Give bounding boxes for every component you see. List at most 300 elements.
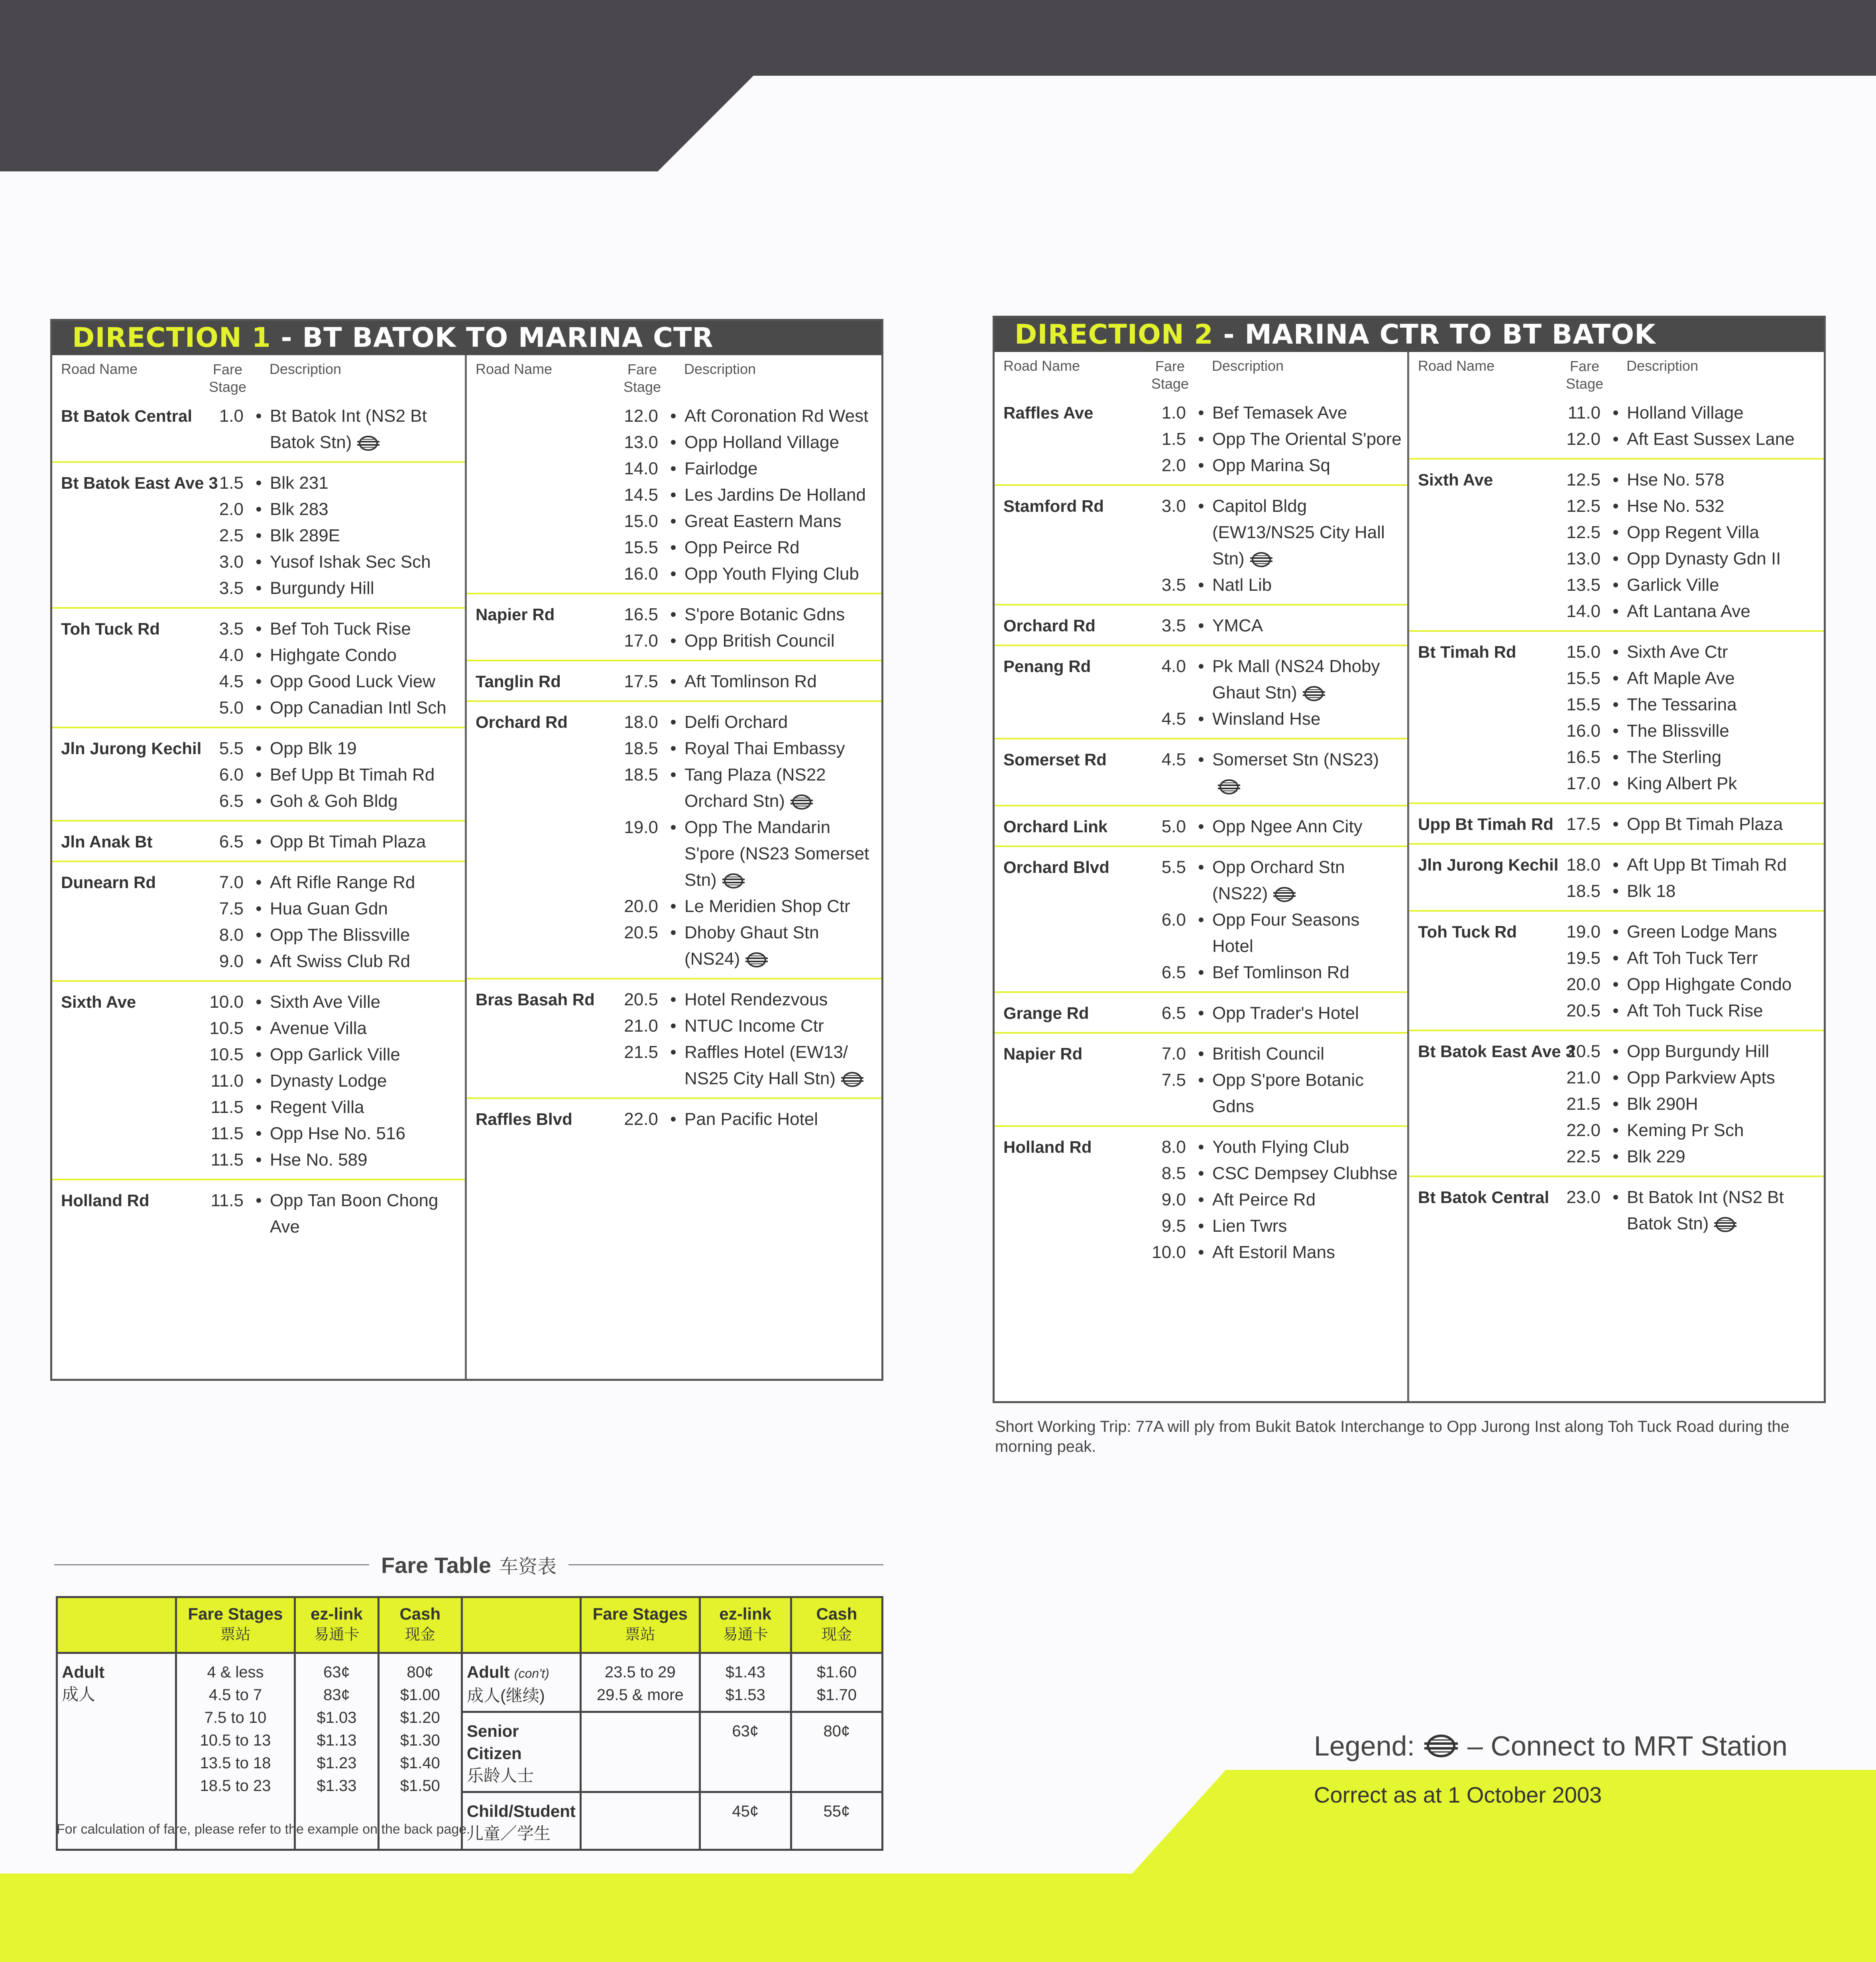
road-name: Napier Rd — [476, 605, 555, 624]
stop-description — [684, 403, 881, 429]
stop-name: Le Meridien Shop Ctr — [684, 896, 850, 916]
stop-name: Opp Good Luck View — [270, 672, 435, 691]
mrt-station-icon — [1249, 551, 1274, 568]
stop-row — [1565, 811, 1824, 837]
fare-stage: 21.5 — [1566, 1094, 1601, 1114]
road-name: Jln Jurong Kechil — [1418, 855, 1559, 874]
stop-row — [208, 496, 465, 523]
stop-list — [1565, 852, 1824, 904]
fare-stage: 3.5 — [1161, 575, 1186, 595]
fare-row-senior-label: Senior Citizen 乐龄人士 — [462, 1712, 580, 1792]
fare-stage: 6.5 — [219, 832, 244, 851]
stop-row — [1565, 426, 1824, 452]
bullet-icon: • — [1198, 750, 1204, 769]
stop-description — [270, 869, 465, 896]
fare-stage: 17.5 — [1566, 814, 1601, 834]
bullet-icon: • — [256, 1045, 262, 1064]
fare-table-title-en: Fare Table — [381, 1552, 491, 1578]
fare-stage: 18.5 — [624, 765, 658, 784]
stop-list — [1565, 1184, 1824, 1237]
stop-name: Opp The Oriental S'pore — [1212, 429, 1402, 449]
stop-name: Opp Bt Timah Plaza — [270, 832, 426, 851]
stop-description — [1627, 1144, 1824, 1170]
fare-stage: 1.5 — [219, 473, 244, 493]
header-description: Description — [684, 361, 756, 377]
bullet-icon: • — [256, 473, 262, 493]
stop-list — [1565, 639, 1824, 797]
stop-description — [684, 1106, 881, 1132]
fare-stage: 10.0 — [209, 992, 244, 1012]
stop-name: Hse No. 532 — [1627, 496, 1725, 516]
bullet-icon: • — [670, 990, 676, 1009]
bullet-icon: • — [1198, 1242, 1204, 1262]
stop-row — [208, 1068, 465, 1094]
fare-stage: 13.0 — [624, 433, 658, 452]
stop-name: Opp Bt Timah Plaza — [1627, 814, 1783, 834]
stop-row — [1150, 613, 1407, 639]
fare-stage: 5.5 — [219, 739, 244, 758]
stop-name: Blk 290H — [1627, 1094, 1698, 1114]
stop-row — [1150, 854, 1407, 907]
fare-stage: 20.5 — [624, 923, 658, 942]
stop-row — [1150, 959, 1407, 986]
stop-name: Sixth Ave Ville — [270, 992, 381, 1012]
stop-row — [1150, 706, 1407, 732]
stop-description — [1627, 1184, 1824, 1237]
stop-row — [622, 814, 881, 893]
stop-description — [1212, 959, 1407, 986]
bullet-icon: • — [256, 578, 262, 598]
stop-name: Blk 231 — [270, 473, 328, 493]
stop-row — [622, 762, 881, 814]
road-name: Toh Tuck Rd — [61, 619, 160, 638]
bullet-icon: • — [1198, 1190, 1204, 1209]
stop-row — [1565, 1091, 1824, 1117]
stop-row — [1565, 971, 1824, 998]
stop-name: S'pore Botanic Gdns — [684, 605, 845, 624]
fare-stage: 15.0 — [624, 511, 658, 531]
fare-stage: 22.5 — [1566, 1147, 1601, 1166]
stop-name: Opp Holland Village — [684, 433, 840, 452]
stop-row — [1565, 519, 1824, 546]
direction-1-right-column — [467, 355, 881, 1379]
bullet-icon: • — [1612, 721, 1619, 741]
direction-2-header — [995, 318, 1824, 352]
bullet-icon: • — [670, 1016, 676, 1036]
road-block — [995, 400, 1407, 484]
fare-stage: 21.0 — [1566, 1068, 1601, 1087]
stop-description — [1627, 598, 1824, 625]
stop-description — [1627, 744, 1824, 771]
road-block — [1409, 400, 1824, 458]
stop-list — [622, 668, 881, 695]
fare-stage: 7.5 — [1161, 1070, 1186, 1090]
bullet-icon: • — [1612, 523, 1619, 542]
bullet-icon: • — [256, 832, 262, 851]
fare-adult-cont-stages: 23.5 to 29 29.5 & more — [580, 1653, 700, 1712]
stop-name: Raffles Hotel (EW13/ NS25 City Hall Stn) — [684, 1042, 848, 1088]
stop-description — [1627, 998, 1824, 1024]
stop-description — [270, 1068, 465, 1094]
mrt-station-icon — [789, 793, 814, 811]
road-block — [467, 593, 881, 660]
fare-stage: 17.5 — [624, 672, 658, 691]
road-name: Bt Batok East Ave 3 — [61, 474, 218, 492]
stop-description — [1627, 493, 1824, 519]
fare-stage: 12.5 — [1566, 496, 1601, 516]
road-name: Raffles Blvd — [476, 1110, 572, 1128]
header-fare-stage: Fare Stage — [1565, 358, 1604, 392]
bullet-icon: • — [1612, 602, 1619, 621]
bullet-icon: • — [670, 765, 676, 784]
stop-description — [1627, 1065, 1824, 1091]
stop-name: Aft Rifle Range Rd — [270, 873, 415, 892]
stop-name: Royal Thai Embassy — [684, 739, 845, 758]
stop-row — [1565, 919, 1824, 945]
stop-row — [208, 896, 465, 922]
stop-name: Aft Maple Ave — [1627, 668, 1735, 688]
fare-stage: 14.5 — [624, 485, 658, 505]
header-fare-stage: Fare Stage — [1151, 358, 1189, 392]
bullet-icon: • — [1612, 881, 1619, 901]
fare-stage: 1.5 — [1161, 429, 1186, 449]
stop-row — [1150, 400, 1407, 426]
road-name: Somerset Rd — [1003, 750, 1107, 769]
road-name — [1409, 400, 1565, 452]
stop-description — [270, 403, 465, 456]
fare-stage: 8.0 — [219, 925, 244, 945]
stop-name: NTUC Income Ctr — [684, 1016, 824, 1036]
bullet-icon: • — [1612, 642, 1619, 662]
fare-senior-stages — [580, 1712, 700, 1792]
bullet-icon: • — [670, 1042, 676, 1062]
bullet-icon: • — [256, 645, 262, 665]
fare-stage: 15.5 — [624, 538, 658, 557]
bullet-icon: • — [256, 672, 262, 691]
fare-header-ezlink: ez-link 易通卡 — [295, 1597, 378, 1653]
header-description: Description — [269, 361, 342, 377]
stop-description — [684, 709, 881, 735]
bullet-icon: • — [256, 873, 262, 892]
fare-stage: 9.0 — [1161, 1190, 1186, 1209]
bullet-icon: • — [1198, 709, 1204, 729]
header-fare-stage: Fare Stage — [623, 361, 661, 395]
fare-stage: 23.0 — [1566, 1187, 1601, 1207]
fare-stage: 11.0 — [1567, 403, 1601, 423]
fare-stage: 12.0 — [1566, 429, 1601, 449]
road-name: Bt Timah Rd — [1418, 643, 1516, 661]
stop-name: Capitol Bldg (EW13/NS25 City Hall Stn) — [1212, 496, 1385, 568]
fare-stage: 18.5 — [1566, 881, 1601, 901]
bullet-icon: • — [256, 499, 262, 519]
bullet-icon: • — [256, 1097, 262, 1117]
stop-description — [684, 508, 881, 535]
stop-description — [1627, 692, 1824, 718]
stop-row — [208, 1094, 465, 1121]
stop-name: Opp Marina Sq — [1212, 456, 1330, 475]
stop-name: Opp Four Seasons Hotel — [1212, 910, 1360, 956]
stop-description — [684, 602, 881, 628]
header-description: Description — [1626, 358, 1699, 374]
road-name: Bt Batok Central — [61, 407, 193, 425]
stop-description — [1212, 814, 1407, 840]
stop-name: Opp Canadian Intl Sch — [270, 698, 446, 718]
stop-description — [684, 429, 881, 456]
fare-stage: 3.0 — [219, 552, 244, 572]
road-block — [467, 1097, 881, 1138]
stop-name: Pk Mall (NS24 Dhoby Ghaut Stn) — [1212, 657, 1380, 702]
bullet-icon: • — [1612, 496, 1619, 516]
stop-description — [684, 735, 881, 762]
fare-stage: 3.0 — [1161, 496, 1186, 516]
stop-name: Fairlodge — [684, 459, 758, 478]
stop-name: CSC Dempsey Clubhse — [1212, 1164, 1398, 1183]
stop-row — [1565, 1184, 1824, 1237]
stop-description — [1627, 771, 1824, 797]
fare-stage: 7.0 — [219, 873, 244, 892]
fare-stage: 11.5 — [210, 1097, 244, 1117]
stop-row — [1565, 878, 1824, 904]
stop-description — [1627, 519, 1824, 546]
fare-stage: 8.5 — [1161, 1164, 1186, 1183]
road-block — [1409, 910, 1824, 1030]
fare-stage: 21.0 — [624, 1016, 658, 1036]
stop-name: Delfi Orchard — [684, 712, 788, 732]
fare-stage: 15.0 — [1566, 642, 1601, 662]
stop-name: Bef Temasek Ave — [1212, 403, 1347, 423]
fare-table — [56, 1596, 883, 1851]
stop-description — [1212, 452, 1407, 479]
direction-1-number: DIRECTION 1 — [72, 322, 271, 354]
stop-row — [208, 1015, 465, 1042]
bullet-icon: • — [1612, 814, 1619, 834]
stop-row — [1150, 1041, 1407, 1067]
bullet-icon: • — [670, 672, 676, 691]
stop-description — [684, 1039, 881, 1092]
stop-row — [622, 1013, 881, 1039]
fare-header-blank — [57, 1597, 176, 1653]
bullet-icon: • — [256, 552, 262, 572]
stop-row — [1150, 1067, 1407, 1120]
top-decorative-band — [0, 0, 1876, 171]
bullet-icon: • — [1612, 1187, 1619, 1207]
fare-stage: 6.0 — [219, 765, 244, 784]
fare-table-title — [54, 1547, 883, 1583]
bullet-icon: • — [1198, 1044, 1204, 1064]
stop-description — [270, 575, 465, 602]
column-headers — [995, 352, 1407, 400]
header-road-name: Road Name — [61, 361, 138, 377]
stop-name: Garlick Ville — [1627, 575, 1719, 595]
stop-description — [270, 470, 465, 496]
bullet-icon: • — [256, 1124, 262, 1143]
bullet-icon: • — [1612, 575, 1619, 595]
stop-list — [208, 403, 465, 456]
header-road-name: Road Name — [1003, 358, 1080, 374]
fare-stage: 5.5 — [1161, 857, 1186, 877]
stop-description — [1212, 1000, 1407, 1026]
fare-stage: 2.5 — [219, 526, 244, 545]
fare-header-stages: Fare Stages 票站 — [580, 1597, 700, 1653]
bullet-icon: • — [1612, 774, 1619, 793]
stop-row — [208, 616, 465, 642]
road-block — [1409, 1176, 1824, 1242]
direction-1-left-column — [52, 355, 467, 1379]
stop-name: Opp Peirce Rd — [684, 538, 800, 557]
fare-stage: 9.0 — [219, 952, 244, 971]
stop-description — [1627, 945, 1824, 971]
stop-row — [622, 735, 881, 762]
fare-stage: 20.0 — [624, 896, 658, 916]
direction-2-timetable — [993, 316, 1826, 1403]
road-block — [52, 403, 465, 461]
road-name: Tanglin Rd — [476, 672, 561, 691]
stop-list — [1565, 467, 1824, 625]
stop-row — [622, 561, 881, 587]
stop-row — [208, 1187, 465, 1240]
stop-name: Blk 289E — [270, 526, 340, 545]
stop-name: Opp Tan Boon Chong Ave — [270, 1191, 439, 1237]
stop-row — [1565, 998, 1824, 1024]
road-block — [995, 1032, 1407, 1125]
road-block — [467, 978, 881, 1097]
stop-name: British Council — [1212, 1044, 1325, 1064]
stop-description — [684, 893, 881, 920]
stop-description — [1212, 1067, 1407, 1120]
stop-name: Aft Toh Tuck Rise — [1627, 1001, 1763, 1020]
road-block — [1409, 802, 1824, 843]
bullet-icon: • — [1198, 1070, 1204, 1090]
road-name: Dunearn Rd — [61, 873, 156, 892]
stop-row — [1150, 653, 1407, 706]
stop-description — [1627, 572, 1824, 598]
stop-description — [270, 695, 465, 721]
fare-stage: 19.5 — [1566, 948, 1601, 968]
fare-stage: 22.0 — [1566, 1121, 1601, 1140]
stop-row — [1150, 426, 1407, 452]
stop-row — [208, 788, 465, 814]
stop-row — [208, 735, 465, 762]
mrt-station-icon — [1216, 778, 1242, 796]
stop-name: YMCA — [1212, 616, 1263, 635]
direction-1-route: - BT BATOK TO MARINA CTR — [271, 322, 714, 354]
direction-2-right-column — [1409, 352, 1824, 1401]
road-name: Bras Basah Rd — [476, 990, 595, 1009]
bullet-icon: • — [1612, 948, 1619, 968]
bullet-icon: • — [1612, 549, 1619, 568]
stop-name: Tang Plaza (NS22 Orchard Stn) — [684, 765, 826, 811]
stop-name: The Blissville — [1627, 721, 1729, 741]
stop-name: King Albert Pk — [1627, 774, 1737, 793]
bullet-icon: • — [1612, 403, 1619, 423]
stop-row — [1565, 718, 1824, 744]
stop-row — [622, 1039, 881, 1092]
fare-stage: 2.0 — [1161, 456, 1186, 475]
bullet-icon: • — [1198, 429, 1204, 449]
bullet-icon: • — [256, 1191, 262, 1210]
stop-list — [208, 1187, 465, 1240]
stop-description — [1627, 467, 1824, 493]
stop-name: Bef Toh Tuck Rise — [270, 619, 411, 639]
stop-row — [208, 989, 465, 1015]
stop-description — [270, 549, 465, 575]
stop-description — [1627, 665, 1824, 692]
road-name: Penang Rd — [1003, 657, 1091, 676]
header-fare-stage: Fare Stage — [208, 361, 247, 395]
stop-description — [1212, 572, 1407, 598]
stop-description — [1212, 1187, 1407, 1213]
road-block — [995, 1125, 1407, 1271]
fare-stage: 12.5 — [1566, 523, 1601, 542]
bullet-icon: • — [256, 791, 262, 811]
fare-stage: 19.0 — [624, 818, 658, 837]
stop-description — [684, 920, 881, 972]
stop-list — [208, 470, 465, 602]
stop-row — [622, 602, 881, 628]
bullet-icon: • — [1198, 857, 1204, 877]
fare-stage: 14.0 — [1566, 602, 1601, 621]
fare-stage: 10.5 — [209, 1018, 244, 1038]
bullet-icon: • — [256, 765, 262, 784]
fare-stage: 19.0 — [1566, 922, 1601, 942]
fare-senior-cash: 80¢ — [791, 1712, 882, 1792]
stop-name: Green Lodge Mans — [1627, 922, 1777, 942]
fare-stage: 3.5 — [1161, 616, 1186, 635]
stop-row — [622, 456, 881, 482]
bullet-icon: • — [670, 485, 676, 505]
stop-description — [1212, 613, 1407, 639]
fare-stage: 17.0 — [1566, 774, 1601, 793]
bullet-icon: • — [670, 712, 676, 732]
stop-row — [1565, 467, 1824, 493]
bullet-icon: • — [1198, 817, 1204, 836]
fare-stage: 21.5 — [624, 1042, 658, 1062]
stop-row — [1565, 572, 1824, 598]
direction-1-header — [52, 321, 881, 355]
stop-row — [1150, 1213, 1407, 1239]
stop-row — [208, 869, 465, 896]
stop-row — [208, 922, 465, 948]
bullet-icon: • — [1612, 1001, 1619, 1020]
road-block — [1409, 630, 1824, 802]
fare-stage: 9.5 — [1161, 1216, 1186, 1236]
stop-row — [1565, 639, 1824, 665]
stop-description — [1212, 1239, 1407, 1266]
bullet-icon: • — [1198, 575, 1204, 595]
stop-name: The Tessarina — [1627, 695, 1737, 714]
stop-description — [1212, 706, 1407, 732]
fare-adult-stages: 4 & less 4.5 to 7 7.5 to 10 10.5 to 13 13.5 to 18 18.5 to 23 — [176, 1653, 295, 1850]
stop-row — [1150, 1239, 1407, 1266]
mrt-station-icon — [721, 872, 746, 890]
stop-description — [1212, 854, 1407, 907]
bullet-icon: • — [1198, 910, 1204, 930]
correct-as-date: Correct as at 1 October 2003 — [1314, 1782, 1602, 1807]
fare-stage: 11.0 — [210, 1071, 244, 1091]
fare-header-stages: Fare Stages 票站 — [176, 1597, 295, 1653]
stop-description — [1627, 878, 1824, 904]
bullet-icon: • — [670, 1109, 676, 1129]
stop-list — [1565, 919, 1824, 1024]
stop-row — [622, 668, 881, 695]
header-road-name: Road Name — [1418, 358, 1495, 374]
bullet-icon: • — [1612, 1042, 1619, 1061]
stop-row — [622, 628, 881, 654]
fare-stage: 11.5 — [210, 1150, 244, 1170]
stop-name: Youth Flying Club — [1212, 1137, 1349, 1157]
fare-adult-cash: 80¢ $1.00 $1.20 $1.30 $1.40 $1.50 — [378, 1653, 462, 1850]
bullet-icon: • — [256, 925, 262, 945]
